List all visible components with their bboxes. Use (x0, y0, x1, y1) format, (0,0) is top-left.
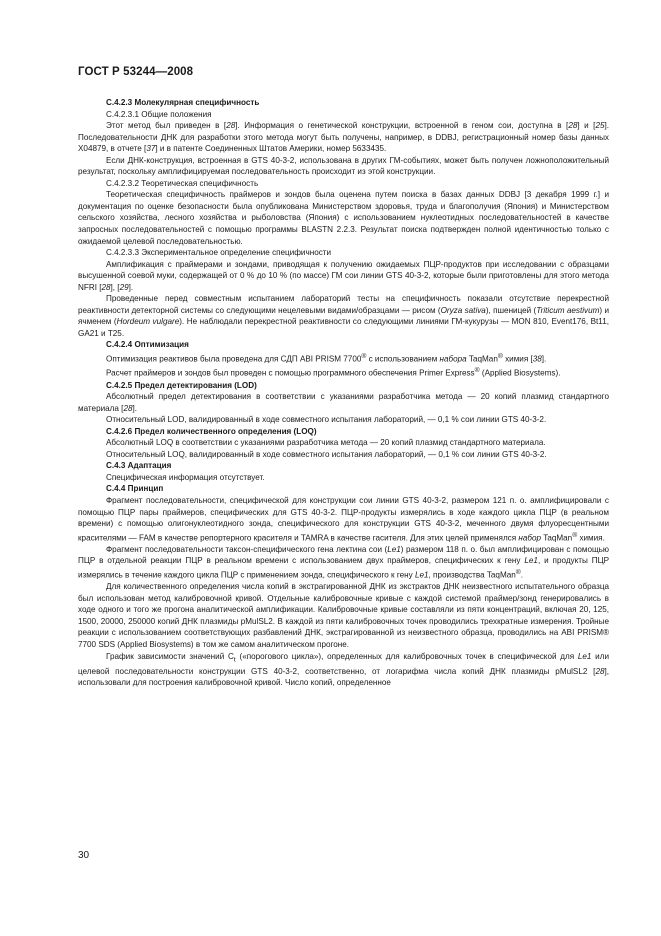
paragraph: График зависимости значений $C_t$ («порогового цикла»), определенных для калибровочных точек в специфической для Le1 или целевой последовательности конструкции GTS 40-3-2, соответственно, от логарифма числа копий ДНК плазмиды pMulSL2 [28], использовали для построения калибровочной кривой. Число копий, определенное (78, 651, 609, 688)
paragraph: Этот метод был приведен в [28]. Информация о генетической конструкции, встроенной в геном сои, доступна в [28] и [25]. Последовательности ДНК для разработки этого метода могут быть получены, например, в DDBJ, регистрационный номер базы данных X04879, в отчете [37] и в патенте Соединенных Штатов Америки, номер 5633435. (78, 121, 609, 154)
section-heading: C.4.4 Принцип (106, 484, 164, 494)
paragraph: Относительный LOQ, валидированный в ходе совместного испытания лабораторий, — 0,1 % сои линии GTS 40-3-2. (106, 449, 547, 459)
paragraph: Проведенные перед совместным испытанием лабораторий тесты на специфичность показали отсутствие перекрестной реактивности детекторной системы со следующими нецелевыми видами/образцами — рисом (Oryza sativa), пшеницей (Triticum aestivum) и ячменем (Hordeum vulgare). Не наблюдали перекрестной реактивности со следующими линиями ГМ-кукурузы — MON 810, Event176, Bt11, GA21 и T25. (78, 294, 610, 338)
section-heading: C.4.3 Адаптация (106, 461, 172, 471)
page-number: 30 (78, 850, 90, 861)
paragraph: Абсолютный предел детектирования в соответствии с указаниями разработчика метода — 20 копий плазмид стандартного материала [28]. (78, 392, 609, 413)
paragraph: Фрагмент последовательности таксон-специфического гена лектина сои (Le1) размером 118 п. о. был амплифицирован с помощью ПЦР в отдельной реакции ПЦР в реальном времени с использованием двух праймеров, специфических к гену Le1, и продукты ПЦР измерялись в течение каждого цикла ПЦР с применением зонда, специфического к гену Le1, производства TaqMan®. (78, 544, 610, 580)
paragraph: Оптимизация реактивов была проведена для СДП ABI PRISM 7700® с использованием набора TaqMan® химия [38]. (106, 353, 547, 364)
paragraph: Для количественного определения числа копий в экстрагированной ДНК из экстрактов ДНК неизвестного испытательного образца был использован метод калибровочной кривой. Отдельные калибровочные кривые с каждой системой праймер/зонд генерировались в ходе одного и того же прогона аналитической амплификации. Калибровочные кривые составляли из пяти концентраций, включая 20, 125, 1500, 20000, 250000 копий ДНК плазмиды pMulSL2. В каждой из пяти калибровочных точек проводились трехкратные измерения. Тройные реакции с использованием соответствующих разбавлений ДНК, экстрагированной из неизвестного образца, проводились на ABI PRISM® 7700 SDS (Applied Biosystems) в том же самом аналитическом прогоне. (78, 582, 609, 650)
section-heading: C.4.2.6 Предел количественного определения (LOQ) (106, 426, 317, 436)
paragraph: Амплификация с праймерами и зондами, приводящая к получению ожидаемых ПЦР-продуктов при исследовании с образцами высушенной соевой муки, содержащей от 0 % до 10 % (по массе) ГМ сои линии GTS 40-3-2, которые были приготовлены для этого метода NFRI [28], [29]. (78, 259, 609, 292)
paragraph: Относительный LOD, валидированный в ходе совместного испытания лабораторий, — 0,1 % сои линии GTS 40-3-2. (106, 415, 547, 425)
subsection-heading: C.4.2.3.3 Экспериментальное определение специфичности (106, 248, 332, 258)
subsection-heading: C.4.2.3.1 Общие положения (106, 109, 212, 119)
paragraph: Теоретическая специфичность праймеров и зондов была оценена путем поиска в базах данных DDBJ [3 декабря 1999 г.] и документация по оценке безопасности была опубликована Министерством здоровья, труда и благополучия (Япония) и Министерством сельского хозяйства, лесного хозяйства и рыболовства (Япония) с использованием нуклеотидных последовательностей в качестве запросных последовательностей с помощью программы BLASTN 2.2.3. Результат поиска подтвержден полной идентичностью только с ожидаемой целевой последовательностью. (78, 190, 609, 246)
paragraph: Если ДНК-конструкция, встроенная в GTS 40-3-2, использована в других ГМ-событиях, может быть получен ложноположительный результат, поскольку амплифицируемая последовательность происходит из этой конструкции. (78, 155, 609, 177)
paragraph: Фрагмент последовательности, специфической для конструкции сои линии GTS 40-3-2, размером 121 п. о. амплифицировали с помощью ПЦР пары праймеров, специфических для GTS 40-3-2. ПЦР-продукты измерялись в ходе каждого цикла ПЦР (в реальном времени) с помощью олигонуклеотидного зонда, специфического для конструкции GTS 40-3-2, меченного двумя флуоресцентными красителями — FAM в качестве репортерного красителя и TAMRA в качестве гасителя. Для этих целей применялся набор TaqMan® химия. (78, 496, 609, 543)
section-heading: C.4.2.3 Молекулярная специфичность (106, 98, 260, 107)
subsection-heading: C.4.2.3.2 Теоретическая специфичность (106, 178, 259, 188)
paragraph: Абсолютный LOQ в соответствии с указаниями разработчика метода — 20 копий плазмид стандартного материала. (106, 438, 546, 448)
document-header: ГОСТ Р 53244—2008 (78, 66, 194, 78)
document-body (78, 97, 609, 689)
section-heading: C.4.2.4 Оптимизация (106, 340, 189, 350)
section-heading: C.4.2.5 Предел детектирования (LOD) (106, 380, 257, 390)
paragraph: Специфическая информация отсутствует. (106, 472, 265, 482)
paragraph: Расчет праймеров и зондов был проведен с помощью программного обеспечения Primer Express® (Applied Biosystems). (106, 367, 561, 379)
